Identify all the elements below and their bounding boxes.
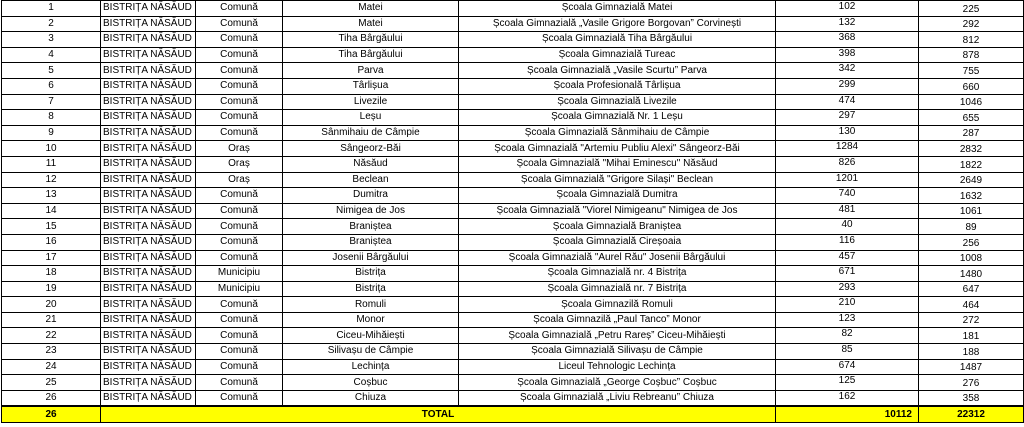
value-1-cell: 162	[776, 390, 919, 406]
table-row	[2, 375, 1024, 391]
school-name-cell: Școala Gimnazială "Mihai Eminescu" Năsăud	[459, 156, 776, 172]
county-cell: BISTRIȚA NĂSĂUD	[101, 234, 196, 250]
value-2-cell: 1822	[919, 156, 1024, 172]
locality-cell: Sângeorz-Băi	[283, 141, 459, 157]
row-number-cell: 6	[2, 78, 101, 94]
row-number-cell: 4	[2, 47, 101, 63]
row-number-cell: 3	[2, 32, 101, 48]
row-number-cell: 14	[2, 203, 101, 219]
locality-type-cell: Comună	[196, 110, 283, 126]
school-name-cell: Școala Gimnazilă Romuli	[459, 297, 776, 313]
table-row	[2, 312, 1024, 328]
school-name-cell: Școala Gimnazială Cireșoaia	[459, 234, 776, 250]
locality-cell: Tiha Bârgăului	[283, 47, 459, 63]
locality-type-cell: Municipiu	[196, 281, 283, 297]
row-number-cell: 18	[2, 266, 101, 282]
locality-cell: Năsăud	[283, 156, 459, 172]
value-1-cell: 125	[776, 375, 919, 391]
school-name-cell: Școala Gimnazială Sânmihaiu de Câmpie	[459, 125, 776, 141]
school-name-cell: Școala Gimnazială nr. 7 Bistrița	[459, 281, 776, 297]
locality-type-cell: Comună	[196, 297, 283, 313]
locality-cell: Romuli	[283, 297, 459, 313]
table-row	[2, 188, 1024, 204]
school-name-cell: Școala Gimnazială Silivașu de Câmpie	[459, 344, 776, 360]
value-2-cell: 1480	[919, 266, 1024, 282]
total-nr-cell: 26	[2, 406, 101, 422]
row-number-cell: 23	[2, 344, 101, 360]
school-name-cell: Școala Gimnazială „Petru Rareș” Ciceu-Mihăiești	[459, 328, 776, 344]
locality-type-cell: Comună	[196, 328, 283, 344]
value-2-cell: 2832	[919, 141, 1024, 157]
row-number-cell: 16	[2, 234, 101, 250]
value-1-cell: 82	[776, 328, 919, 344]
locality-type-cell: Comună	[196, 32, 283, 48]
row-number-cell: 5	[2, 63, 101, 79]
table-row	[2, 94, 1024, 110]
county-cell: BISTRIȚA NĂSĂUD	[101, 141, 196, 157]
school-name-cell: Școala Gimnazială "Artemiu Publiu Alexi" Sângeorz-Băi	[459, 141, 776, 157]
locality-type-cell: Comună	[196, 312, 283, 328]
table-row	[2, 390, 1024, 406]
row-number-cell: 19	[2, 281, 101, 297]
total-value-2: 22312	[919, 406, 1024, 422]
value-2-cell: 878	[919, 47, 1024, 63]
school-name-cell: Școala Gimnazială „Vasile Grigore Borgovan” Corvinești	[459, 16, 776, 32]
row-number-cell: 10	[2, 141, 101, 157]
value-2-cell: 276	[919, 375, 1024, 391]
table-row	[2, 156, 1024, 172]
locality-cell: Parva	[283, 63, 459, 79]
value-2-cell: 812	[919, 32, 1024, 48]
value-2-cell: 272	[919, 312, 1024, 328]
county-cell: BISTRIȚA NĂSĂUD	[101, 1, 196, 17]
school-name-cell: Școala Gimnazială Dumitra	[459, 188, 776, 204]
school-name-cell: Școala Gimnazială „Liviu Rebreanu” Chiuza	[459, 390, 776, 406]
value-1-cell: 674	[776, 359, 919, 375]
value-2-cell: 225	[919, 1, 1024, 17]
table-row	[2, 16, 1024, 32]
school-name-cell: Școala Gimnazială Tiha Bârgăului	[459, 32, 776, 48]
value-2-cell: 1061	[919, 203, 1024, 219]
county-cell: BISTRIȚA NĂSĂUD	[101, 203, 196, 219]
school-name-cell: Școala Gimnazială Matei	[459, 1, 776, 17]
value-2-cell: 287	[919, 125, 1024, 141]
value-2-cell: 1046	[919, 94, 1024, 110]
locality-type-cell: Comună	[196, 47, 283, 63]
value-1-cell: 826	[776, 156, 919, 172]
row-number-cell: 13	[2, 188, 101, 204]
locality-cell: Josenii Bârgăului	[283, 250, 459, 266]
value-1-cell: 85	[776, 344, 919, 360]
value-1-cell: 398	[776, 47, 919, 63]
table-row	[2, 32, 1024, 48]
row-number-cell: 26	[2, 390, 101, 406]
value-2-cell: 1632	[919, 188, 1024, 204]
locality-cell: Ciceu-Mihăiești	[283, 328, 459, 344]
locality-cell: Matei	[283, 16, 459, 32]
row-number-cell: 21	[2, 312, 101, 328]
value-1-cell: 368	[776, 32, 919, 48]
total-row	[2, 406, 1024, 422]
school-name-cell: Școala Gimnazială nr. 4 Bistrița	[459, 266, 776, 282]
row-number-cell: 9	[2, 125, 101, 141]
table-row	[2, 203, 1024, 219]
locality-type-cell: Comună	[196, 250, 283, 266]
school-name-cell: Școala Gimnazială Livezile	[459, 94, 776, 110]
row-number-cell: 8	[2, 110, 101, 126]
county-cell: BISTRIȚA NĂSĂUD	[101, 281, 196, 297]
locality-cell: Beclean	[283, 172, 459, 188]
county-cell: BISTRIȚA NĂSĂUD	[101, 250, 196, 266]
table-row	[2, 63, 1024, 79]
county-cell: BISTRIȚA NĂSĂUD	[101, 47, 196, 63]
value-2-cell: 1487	[919, 359, 1024, 375]
row-number-cell: 15	[2, 219, 101, 235]
value-1-cell: 1284	[776, 141, 919, 157]
school-name-cell: Școala Profesională Târlișua	[459, 78, 776, 94]
value-1-cell: 1201	[776, 172, 919, 188]
locality-cell: Monor	[283, 312, 459, 328]
locality-type-cell: Comună	[196, 125, 283, 141]
school-name-cell: Școala Gimnazială Braniștea	[459, 219, 776, 235]
total-label: TOTAL	[101, 406, 776, 422]
value-2-cell: 655	[919, 110, 1024, 126]
table-row	[2, 110, 1024, 126]
locality-type-cell: Comună	[196, 1, 283, 17]
table-row	[2, 266, 1024, 282]
locality-type-cell: Comună	[196, 375, 283, 391]
value-1-cell: 297	[776, 110, 919, 126]
locality-type-cell: Comună	[196, 16, 283, 32]
county-cell: BISTRIȚA NĂSĂUD	[101, 328, 196, 344]
school-name-cell: Școala Gimnazială "Aurel Rău" Josenii Bârgăului	[459, 250, 776, 266]
table-row	[2, 234, 1024, 250]
value-1-cell: 123	[776, 312, 919, 328]
table-row	[2, 219, 1024, 235]
school-name-cell: Școala Gimnazială "Viorel Nimigeanu" Nimigea de Jos	[459, 203, 776, 219]
table-row	[2, 359, 1024, 375]
value-1-cell: 130	[776, 125, 919, 141]
school-name-cell: Școala Gimnazilă „Paul Tanco” Monor	[459, 312, 776, 328]
locality-type-cell: Comună	[196, 203, 283, 219]
locality-type-cell: Oraș	[196, 141, 283, 157]
value-1-cell: 481	[776, 203, 919, 219]
locality-cell: Nimigea de Jos	[283, 203, 459, 219]
total-value-1: 10112	[776, 406, 919, 422]
locality-type-cell: Comună	[196, 188, 283, 204]
value-2-cell: 1008	[919, 250, 1024, 266]
row-number-cell: 22	[2, 328, 101, 344]
table-row	[2, 250, 1024, 266]
value-2-cell: 464	[919, 297, 1024, 313]
schools-table	[1, 0, 1024, 423]
county-cell: BISTRIȚA NĂSĂUD	[101, 390, 196, 406]
locality-type-cell: Comună	[196, 63, 283, 79]
value-1-cell: 210	[776, 297, 919, 313]
county-cell: BISTRIȚA NĂSĂUD	[101, 63, 196, 79]
county-cell: BISTRIȚA NĂSĂUD	[101, 125, 196, 141]
school-name-cell: Școala Gimnazială Tureac	[459, 47, 776, 63]
table-row	[2, 125, 1024, 141]
locality-type-cell: Oraș	[196, 156, 283, 172]
value-1-cell: 293	[776, 281, 919, 297]
row-number-cell: 12	[2, 172, 101, 188]
row-number-cell: 7	[2, 94, 101, 110]
table-row	[2, 78, 1024, 94]
value-2-cell: 2649	[919, 172, 1024, 188]
locality-cell: Târlișua	[283, 78, 459, 94]
value-1-cell: 342	[776, 63, 919, 79]
locality-cell: Dumitra	[283, 188, 459, 204]
county-cell: BISTRIȚA NĂSĂUD	[101, 32, 196, 48]
locality-type-cell: Comună	[196, 94, 283, 110]
school-name-cell: Școala Gimnazială „George Coșbuc” Coșbuc	[459, 375, 776, 391]
value-1-cell: 671	[776, 266, 919, 282]
school-name-cell: Liceul Tehnologic Lechința	[459, 359, 776, 375]
table-row	[2, 1, 1024, 17]
table-row	[2, 328, 1024, 344]
value-2-cell: 755	[919, 63, 1024, 79]
row-number-cell: 20	[2, 297, 101, 313]
value-1-cell: 40	[776, 219, 919, 235]
locality-cell: Sânmihaiu de Câmpie	[283, 125, 459, 141]
county-cell: BISTRIȚA NĂSĂUD	[101, 78, 196, 94]
locality-type-cell: Municipiu	[196, 266, 283, 282]
locality-cell: Lechința	[283, 359, 459, 375]
value-1-cell: 474	[776, 94, 919, 110]
locality-type-cell: Oraș	[196, 172, 283, 188]
locality-type-cell: Comună	[196, 234, 283, 250]
table-row	[2, 141, 1024, 157]
county-cell: BISTRIȚA NĂSĂUD	[101, 266, 196, 282]
locality-cell: Leșu	[283, 110, 459, 126]
county-cell: BISTRIȚA NĂSĂUD	[101, 375, 196, 391]
value-2-cell: 660	[919, 78, 1024, 94]
locality-cell: Chiuza	[283, 390, 459, 406]
county-cell: BISTRIȚA NĂSĂUD	[101, 156, 196, 172]
value-1-cell: 132	[776, 16, 919, 32]
value-2-cell: 181	[919, 328, 1024, 344]
value-1-cell: 116	[776, 234, 919, 250]
table-row	[2, 281, 1024, 297]
county-cell: BISTRIȚA NĂSĂUD	[101, 344, 196, 360]
row-number-cell: 17	[2, 250, 101, 266]
county-cell: BISTRIȚA NĂSĂUD	[101, 219, 196, 235]
table-row	[2, 344, 1024, 360]
table-row	[2, 297, 1024, 313]
value-2-cell: 256	[919, 234, 1024, 250]
county-cell: BISTRIȚA NĂSĂUD	[101, 312, 196, 328]
locality-type-cell: Comună	[196, 344, 283, 360]
value-2-cell: 89	[919, 219, 1024, 235]
value-2-cell: 358	[919, 390, 1024, 406]
locality-type-cell: Comună	[196, 219, 283, 235]
value-1-cell: 299	[776, 78, 919, 94]
row-number-cell: 2	[2, 16, 101, 32]
value-1-cell: 102	[776, 1, 919, 17]
school-name-cell: Școala Gimnazială "Grigore Silași" Beclean	[459, 172, 776, 188]
value-2-cell: 647	[919, 281, 1024, 297]
school-name-cell: Școala Gimnazială Nr. 1 Leșu	[459, 110, 776, 126]
locality-type-cell: Comună	[196, 359, 283, 375]
row-number-cell: 25	[2, 375, 101, 391]
locality-cell: Braniștea	[283, 219, 459, 235]
row-number-cell: 24	[2, 359, 101, 375]
table-row	[2, 47, 1024, 63]
county-cell: BISTRIȚA NĂSĂUD	[101, 16, 196, 32]
locality-type-cell: Comună	[196, 78, 283, 94]
locality-cell: Silivașu de Câmpie	[283, 344, 459, 360]
school-name-cell: Școala Gimnazială „Vasile Scurtu” Parva	[459, 63, 776, 79]
locality-cell: Bistrița	[283, 281, 459, 297]
value-2-cell: 188	[919, 344, 1024, 360]
locality-cell: Matei	[283, 1, 459, 17]
county-cell: BISTRIȚA NĂSĂUD	[101, 297, 196, 313]
county-cell: BISTRIȚA NĂSĂUD	[101, 94, 196, 110]
county-cell: BISTRIȚA NĂSĂUD	[101, 188, 196, 204]
county-cell: BISTRIȚA NĂSĂUD	[101, 359, 196, 375]
locality-cell: Livezile	[283, 94, 459, 110]
locality-cell: Coșbuc	[283, 375, 459, 391]
row-number-cell: 11	[2, 156, 101, 172]
value-1-cell: 740	[776, 188, 919, 204]
locality-type-cell: Comună	[196, 390, 283, 406]
locality-cell: Braniștea	[283, 234, 459, 250]
locality-cell: Tiha Bârgăului	[283, 32, 459, 48]
locality-cell: Bistrița	[283, 266, 459, 282]
county-cell: BISTRIȚA NĂSĂUD	[101, 172, 196, 188]
value-2-cell: 292	[919, 16, 1024, 32]
row-number-cell: 1	[2, 1, 101, 17]
table-row	[2, 172, 1024, 188]
table-body	[2, 1, 1024, 407]
county-cell: BISTRIȚA NĂSĂUD	[101, 110, 196, 126]
value-1-cell: 457	[776, 250, 919, 266]
